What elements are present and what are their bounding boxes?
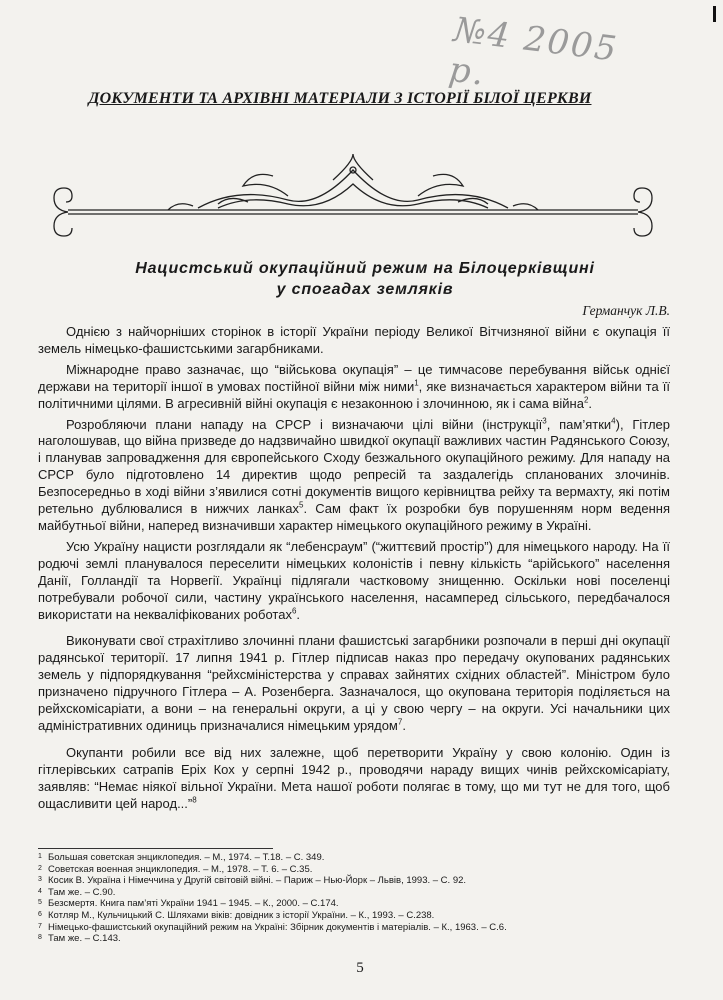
paragraph-text: Окупанти робили все від них залежне, щоб перетворити Україну у свою колонію. Один із гітлерівських сатрапів Еріх Кох у серпні 1942 р., проводячи нараду вищих чинів рейхскомісаріату, заявляв: “Немає ніякої вільної України. Мета нашої роботи полягає в тому, що ми тут не для того, щоб ощасливити цей народ...” [38,744,670,811]
footnote-text: Німецько-фашистський окупаційний режим на Україні: Збірник документів і матеріалів. – К., 1963. – С.6. [48,921,507,933]
footnote-ref: 7 [397,717,403,727]
paragraph-5 [38,633,670,734]
footnote-text: Котляр М., Кульчицький С. Шляхами віків: довідник з історії України. – К., 1993. – С.238. [48,909,435,921]
footnote-item [38,852,678,864]
footnote-item [38,922,678,934]
article-title-line-2: у спогадах земляків [276,281,454,298]
paragraph-text: . [296,606,301,622]
decorative-scroll-ornament-icon [48,150,658,240]
footnote-ref: 4 [611,416,616,426]
footnote-text: Советская военная энциклопедия. – М., 1978. – Т. 6. – С.35. [48,863,313,875]
footnote-number: 2 [38,864,42,872]
footnote-text: Там же. – С.90. [48,886,116,898]
footnote-number: 7 [38,922,42,930]
footnote-ref: 2 [583,395,589,405]
footnote-number: 6 [38,910,42,918]
article-title-line-1: Нацистський окупаційний режим на Білоцерківщині [135,260,595,277]
footnote-item [38,864,678,876]
paragraph-3 [38,417,670,535]
paragraph-text: Виконувати свої страхітливо злочинні плани фашистські загарбники розпочали в перші дні окупації радянської території. 17 липня 1941 р. Гітлер підписав наказ про передачу окупованих радянських земель у підпорядкування “рейхсміністерства у справах зайнятих східних областей”. Міністром було призначено підручного Гітлера – А. Розенберга. Зазначалося, що окупована територія поділяється на рейхскомісаріати, а вони – на генеральні округи, а ці у свою чергу – на округи. Усі начальники цих адміністративних одиниць призначалися німецьким урядом [38,633,670,733]
paragraph-text: . Сам факт їх розробки був порушенням норм ведення майбутньої війни, наперед визначивши характер німецького окупаційного режиму в Україні. [38,501,670,533]
footnote-divider [38,848,273,849]
footnote-ref: 6 [291,606,297,616]
footnote-text: Косик В. Україна і Німеччина у Другій світовій війні. – Париж – Нью-Йорк – Львів, 1993. – С. 92. [48,875,467,887]
paragraph-6 [38,745,670,813]
footnote-item [38,898,678,910]
footnote-text: Безсмертя. Книга пам’яті України 1941 – 1945. – К., 2000. – С.174. [48,898,339,910]
article-title [60,258,670,300]
footnote-item [38,933,678,945]
footnote-number: 1 [38,853,42,860]
paragraph-1 [38,324,670,358]
footnote-number: 8 [38,934,42,942]
article-author: Германчук Л.В. [582,303,670,318]
series-title: ДОКУМЕНТИ ТА АРХІВНІ МАТЕРІАЛИ З ІСТОРІЇ БІЛОЇ ЦЕРКВИ [88,90,592,107]
footnote-item [38,910,678,922]
footnote-ref: 8 [192,795,197,805]
paragraph-4 [38,539,670,624]
footnotes [38,852,678,945]
paragraph-2 [38,362,670,413]
paragraph-text: ), Гітлер наголошував, що війна призведе до надзвичайно швидкої окупації важливих частин Радянського Союзу, і планував запровадження для європейського Сходу безжального окупаційного режиму. Для нападу на СРСР було підготовлено 14 директив щодо репресій та заздалегідь спланованих злочинів. Безпосередньо в ході війни з’явилися сотні документів вищого керівництва рейху та вермахту, які потім ретельно дублювалися в нижчих ланках [38,416,670,517]
handwritten-issue-note: №4 2005 р. [446,10,621,94]
footnote-text: Большая советская энциклопедия. – М., 1974. – Т.18. – С. 349. [48,852,325,863]
paragraph-text: . [588,395,593,411]
footnote-ref: 5 [299,500,304,510]
paragraph-text: . [402,717,406,733]
paragraph-text: , пам’ятки [546,416,612,432]
footnote-ref: 3 [542,416,547,426]
footnote-item [38,875,678,887]
footnote-number: 3 [38,876,42,884]
article-body [38,324,670,816]
paragraph-text: , яке визначається характером війни та її політичними цілями. В агресивній війні окупація є незаконною і злочинною, як і сама війна [38,378,670,411]
footnote-ref: 1 [414,378,419,388]
footnote-text: Там же. – С.143. [48,933,121,945]
paragraph-text: Однією з найчорніших сторінок в історії України періоду Великої Вітчизняної війни є окупація її земель німецько-фашистськими загарбниками. [38,324,670,356]
paragraph-text: Міжнародне право зазначає, що “військова окупація” – це тимчасове перебування військ однієї держави на території іншої в умовах постійної війни між ними [38,361,670,394]
paragraph-text: Розробляючи плани нападу на СРСР і визначаючи цілі війни (інструкції [66,416,543,432]
page-number: 5 [356,960,364,976]
footnote-number: 5 [38,899,42,907]
footnote-item [38,887,678,899]
paragraph-text: Усю Україну нацисти розглядали як “лебенсраум” (“життєвий простір”) для німецького народу. На її родючі землі планувалося переселити німецьких колоністів і певну кількість “арійського” населення Данії, Голландії та Норвегії. Українці підлягали частковому знищенню. Оскільки нові поселенці потребували робочої сили, частину українського населення, насамперед сільського, передбачалося використати на некваліфікованих роботах [38,538,670,622]
margin-mark [713,6,716,22]
footnote-number: 4 [38,887,42,895]
